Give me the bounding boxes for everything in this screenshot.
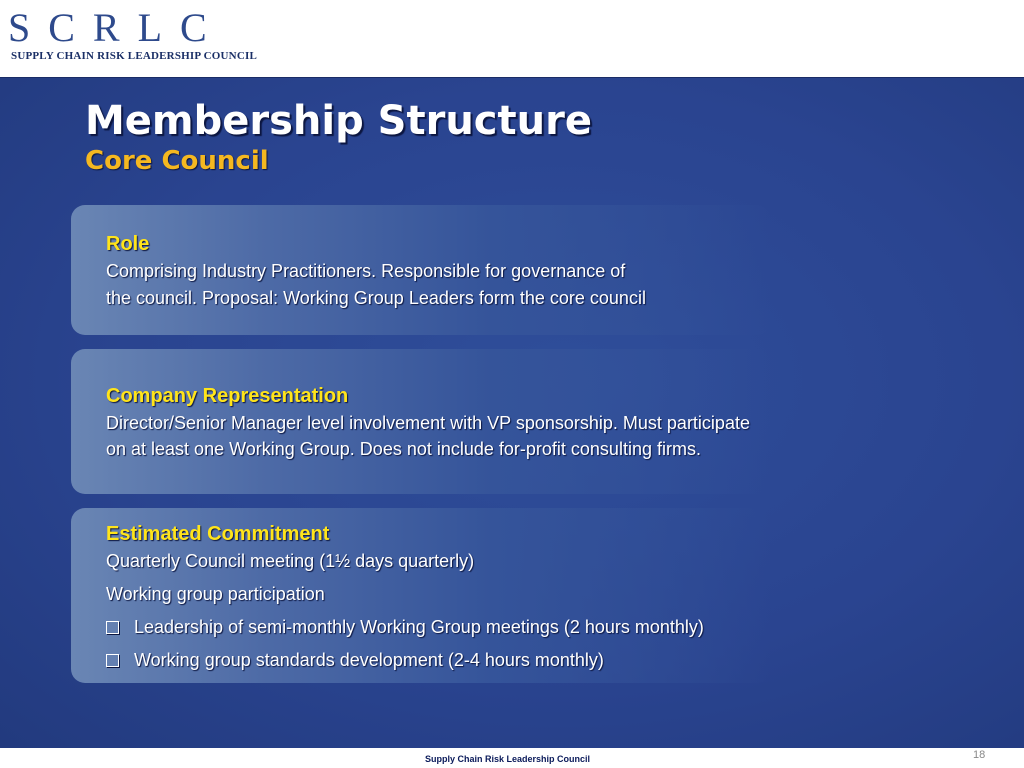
logo-subtitle: SUPPLY CHAIN RISK LEADERSHIP COUNCIL: [11, 50, 257, 62]
page-number: 18: [973, 749, 986, 761]
checkbox-bullet-icon: [106, 621, 119, 634]
bullet-text: Working group standards development (2-4 hours monthly): [134, 650, 604, 670]
company-representation-text-line: on at least one Working Group. Does not include for-profit consulting firms.: [106, 439, 701, 459]
company-representation-panel: [71, 349, 771, 494]
role-text-line: the council. Proposal: Working Group Leaders form the core council: [106, 288, 646, 308]
checkbox-bullet-icon: [106, 654, 119, 667]
company-representation-heading: Company Representation: [106, 385, 349, 407]
role-heading: Role: [106, 233, 150, 255]
logo-letters: SCRLC: [8, 5, 225, 50]
commitment-text-line: Quarterly Council meeting (1½ days quarterly): [106, 551, 475, 571]
bullet-item: [106, 647, 604, 673]
company-representation-text-line: Director/Senior Manager level involvement with VP sponsorship. Must participate: [106, 413, 750, 433]
bullet-item: [106, 614, 704, 640]
role-panel: [71, 205, 771, 335]
estimated-commitment-heading: Estimated Commitment: [106, 523, 330, 545]
slide-title: Membership Structure: [85, 98, 592, 144]
footer-text: Supply Chain Risk Leadership Council: [425, 754, 591, 764]
slide-subtitle: Core Council: [85, 146, 269, 176]
slide-header: [0, 0, 1024, 77]
commitment-text-line: Working group participation: [106, 584, 325, 604]
role-text-line: Comprising Industry Practitioners. Responsible for governance of: [106, 261, 626, 281]
bullet-text: Leadership of semi-monthly Working Group meetings (2 hours monthly): [134, 617, 704, 637]
estimated-commitment-panel: [71, 508, 771, 683]
slide-footer: [0, 748, 1024, 768]
slide-body: [0, 77, 1024, 749]
